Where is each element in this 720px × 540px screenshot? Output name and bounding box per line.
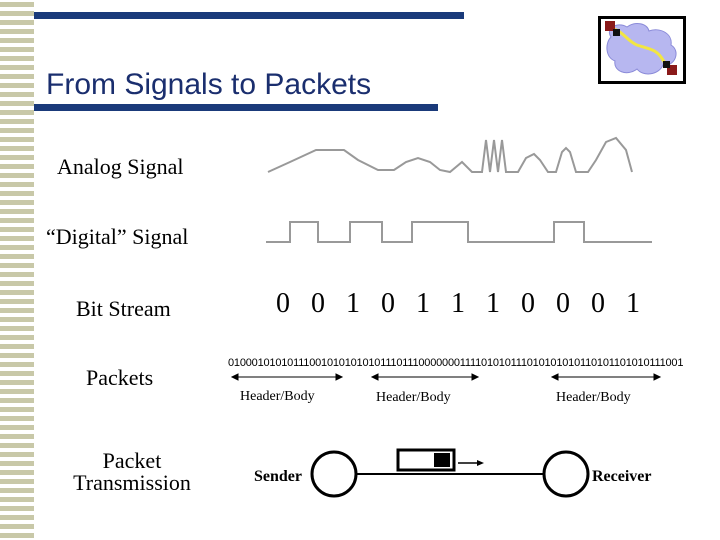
analog-signal-label: Analog Signal bbox=[57, 154, 184, 179]
sender-node bbox=[312, 452, 356, 496]
bit-digit: 0 bbox=[591, 288, 607, 319]
bit-digit: 0 bbox=[311, 288, 327, 319]
packets-label: Packets bbox=[86, 365, 154, 390]
bit-digit: 1 bbox=[451, 288, 467, 319]
digital-signal-label: “Digital” Signal bbox=[46, 224, 189, 249]
packet-arrows bbox=[232, 374, 660, 380]
receiver-label: Receiver bbox=[592, 468, 652, 485]
bit-digit: 1 bbox=[626, 288, 642, 319]
header-body-label: Header/Body bbox=[376, 390, 451, 405]
bit-stream bbox=[276, 288, 661, 320]
transmission-link bbox=[312, 450, 588, 496]
bit-digit: 0 bbox=[381, 288, 397, 319]
sender-label: Sender bbox=[254, 468, 302, 485]
header-body-label: Header/Body bbox=[556, 390, 631, 405]
bit-digit: 1 bbox=[416, 288, 432, 319]
header-body-label: Header/Body bbox=[240, 389, 315, 404]
slide-title: From Signals to Packets bbox=[46, 68, 372, 101]
bit-digit: 1 bbox=[346, 288, 362, 319]
receiver-node bbox=[544, 452, 588, 496]
bit-digit: 1 bbox=[486, 288, 502, 319]
bit-digit: 0 bbox=[556, 288, 572, 319]
digital-signal-wave bbox=[266, 222, 652, 242]
packet-transmission-label-line2: Transmission bbox=[73, 470, 191, 495]
bit-digit: 0 bbox=[276, 288, 292, 319]
bit-stream-label: Bit Stream bbox=[76, 296, 171, 321]
analog-signal-wave bbox=[268, 138, 632, 172]
packet-bit-sequence: 0100010101011100101010101011101110000000111101010111010101010110101101010111001 bbox=[228, 357, 684, 369]
packet-transmission-label-line1: Packet bbox=[102, 448, 162, 473]
bit-digit: 0 bbox=[521, 288, 537, 319]
